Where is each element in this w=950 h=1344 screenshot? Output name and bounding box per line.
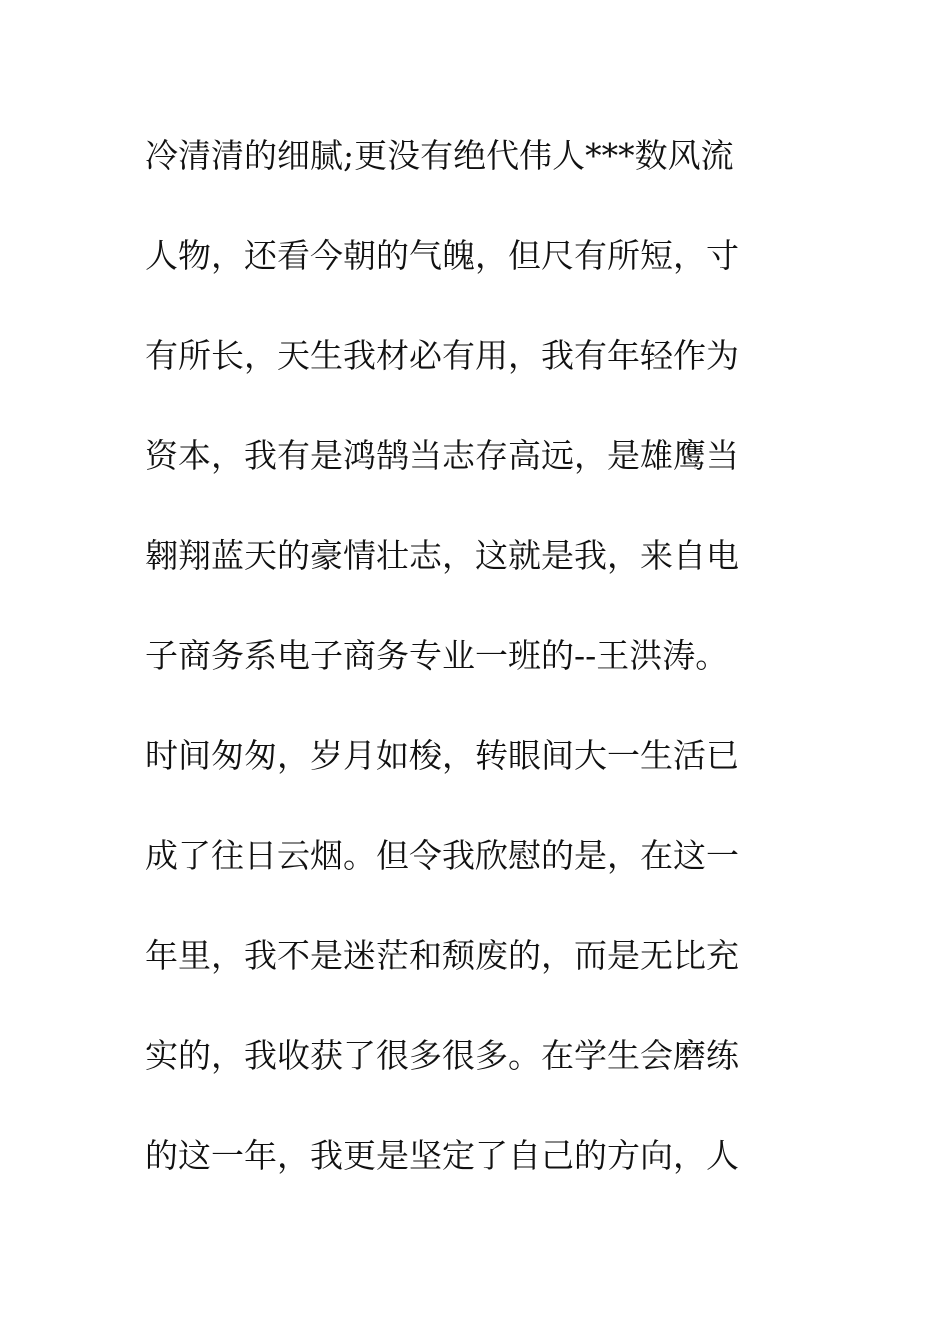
text-line-11: 的这一年，我更是坚定了自己的方向，人	[145, 1136, 739, 1175]
text-line-4: 资本，我有是鸿鹄当志存高远，是雄鹰当	[145, 436, 739, 475]
text-line-9: 年里，我不是迷茫和颓废的，而是无比充	[145, 936, 739, 975]
body-text	[145, 123, 805, 1223]
text-line-7: 时间匆匆，岁月如梭，转眼间大一生活已	[145, 736, 739, 775]
text-line-6: 子商务系电子商务专业一班的--王洪涛。	[145, 636, 729, 675]
text-line-2: 人物，还看今朝的气魄，但尺有所短，寸	[145, 236, 739, 275]
text-line-5: 翱翔蓝天的豪情壮志，这就是我，来自电	[145, 536, 739, 575]
text-line-8: 成了往日云烟。但令我欣慰的是，在这一	[145, 836, 739, 875]
text-line-1: 冷清清的细腻;更没有绝代伟人***数风流	[145, 136, 734, 175]
text-line-10: 实的，我收获了很多很多。在学生会磨练	[145, 1036, 739, 1075]
text-line-3: 有所长，天生我材必有用，我有年轻作为	[145, 336, 739, 375]
